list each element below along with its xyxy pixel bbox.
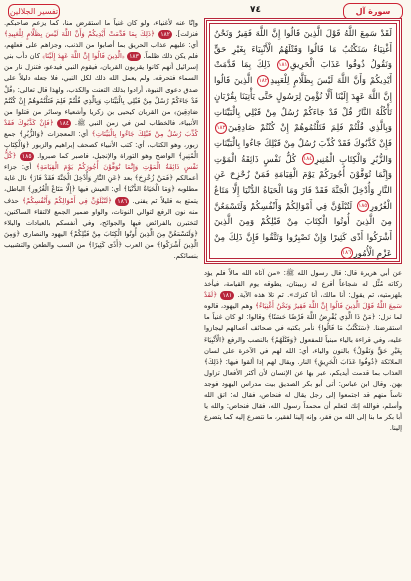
commentary-paragraph: كان دأب بني إسرائيل أنهم كانوا يقربون القربان، فيقوم النبي فيدعو، فتنزل نار من السماء فتحرقه. ولم يعمل الله ذلك لكل النبي، فلا جعله دليلاً على صدق دعوى النبوة، أرادوا بذلك التعنت والكذب، ولهذا قال تعالى: ﴿قُلْ قَدْ جَاءَكُمْ رُسُلٌ مِنْ قَبْلِي بِالْبَيِّنَاتِ وَبِالَّذِي قُلْتُمْ فَلِمَ قَتَلْتُمُوهُمْ إِنْ كُنْتُمْ صَادِقِينَ﴾ من القربان كيحيى بن زكريا وأشعياء وسائر من قتلوا من الأنبياء، فالخطاب لمن في زمن النبي ﷺ. xyxy=(4,52,198,127)
commentary-paragraph: وإنّا عنه لأغنياء، ولو كان غنياً ما استقرض منا، كما يزعم صاحبكم. فنزلت]. xyxy=(4,19,198,39)
quoted-verse: ﴿الَّذِينَ قَالُوا إِنَّ اللَّهَ عَهِدَ إِلَيْنَا﴾ xyxy=(42,52,125,61)
quran-verse-text: لَتُبْلَوُنَّ فِي أَمْوَالِكُمْ وَأَنْفُسِكُمْ وَلَتَسْمَعُنَّ مِنَ الَّذِينَ أُوتُوا الْكِتَابَ مِنْ قَبْلِكُمْ وَمِنَ الَّذِينَ أَشْرَكُوا أَذًى كَثِيرًا وَإِنْ تَصْبِرُوا وَتَتَّقُوا فَإِنَّ ذَلِكَ مِنْ عَزْمِ الْأُمُورِ xyxy=(214,201,392,259)
quoted-verse: ﴿كُلُّ نَفْسٍ ذَائِقَةُ الْمَوْتِ وَإِنَّمَا تُوَفَّوْنَ أُجُورَكُمْ يَوْمَ الْقِيَامَةِ﴾ xyxy=(4,152,198,172)
quoted-verse: ﴿ذَلِكَ بِمَا قَدَّمَتْ أَيْدِيكُمْ وَأَنَّ اللَّهَ لَيْسَ بِظَلَّامٍ لِلْعَبِيدِ﴾ xyxy=(4,30,155,39)
verse-number-marker: ١٨٥ xyxy=(20,152,34,161)
commentary-paragraph: أي: جزاء أعمالكم ﴿فَمَنْ زُحْزِحَ﴾ بعد ﴿عَنِ النَّارِ وَأُدْخِلَ الْجَنَّةَ فَقَدْ فَازَ﴾ نال غاية مطلوبه ﴿وَمَا الْحَيَاةُ الدُّنْيَا﴾ أي: العيش فيها ﴿إِلَّا مَتَاعُ الْغُرُورِ﴾ الباطل، يتمتع به قليلاً ثم يفنى. xyxy=(4,163,198,205)
ayah-number-marker: ١٨٢ xyxy=(257,75,269,87)
quran-verse-text: فَإِنْ كَذَّبُوكَ فَقَدْ كُذِّبَ رُسُلٌ مِنْ قَبْلِكَ جَاءُوا بِالْبَيِّنَاتِ وَالزُّبُرِ وَالْكِتَابِ الْمُنِيرِ xyxy=(214,138,393,165)
verse-number-marker: ١٨٣ xyxy=(127,52,141,61)
quoted-verse: ﴿فَإِنْ كَذَّبُوكَ فَقَدْ كُذِّبَ رُسُلٌ مِنْ قَبْلِكَ جَاءُوا بِالْبَيِّنَاتِ﴾ xyxy=(4,118,198,138)
page-header-label: تفسير الجلالين xyxy=(8,4,60,19)
commentary-paragraph: عن أبي هريرة قال: قال رسول الله ﷺ: «من آتاه الله مالاً فلم يؤد زكاته مُثِّل له شجاعاً أقرع له زبيبتان، يطوقه يوم القيامة، فيأخذ بلهزمتيه، ثم يقول: أنا مالك، أنا كنزك». ثم تلا هذه الآية. xyxy=(204,269,402,300)
quoted-verse: ﴿لَقَدْ سَمِعَ اللَّهُ قَوْلَ الَّذِينَ قَالُوا إِنَّ اللَّهَ فَقِيرٌ وَنَحْنُ أَغْنِيَاءُ﴾ xyxy=(204,291,402,311)
verse-number-marker: ١٨٤ xyxy=(57,119,71,128)
quran-verse-text: كُلُّ نَفْسٍ ذَائِقَةُ الْمَوْتِ وَإِنَّمَا تُوَفَّوْنَ أُجُورَكُمْ يَوْمَ الْقِيَامَةِ فَمَنْ زُحْزِحَ عَنِ النَّارِ وَأُدْخِلَ الْجَنَّةَ فَقَدْ فَازَ وَمَا الْحَيَاةُ الدُّنْيَا إِلَّا مَتَاعُ الْغُرُورِ xyxy=(214,154,393,212)
ayah-number-marker: ١٨٦ xyxy=(341,247,353,259)
quran-text-inner-frame xyxy=(209,23,397,259)
quran-verse-text: لَقَدْ سَمِعَ اللَّهُ قَوْلَ الَّذِينَ قَالُوا إِنَّ اللَّهَ فَقِيرٌ وَنَحْنُ أَغْنِيَاءُ سَنَكْتُبُ مَا قَالُوا وَقَتْلَهُمُ الْأَنْبِيَاءَ بِغَيْرِ حَقٍّ وَنَقُولُ ذُوقُوا عَذَابَ الْحَرِيقِ xyxy=(214,29,393,71)
commentary-left-column xyxy=(4,18,198,577)
ayah-number-marker: ١٨٥ xyxy=(357,200,369,212)
quran-verse-text: ذَلِكَ بِمَا قَدَّمَتْ أَيْدِيكُمْ وَأَنَّ اللَّهَ لَيْسَ بِظَلَّامٍ لِلْعَبِيدِ xyxy=(214,60,392,87)
quran-text xyxy=(214,27,392,263)
commentary-paragraph: وهم اليهود، قالوه لما نزل: ﴿مَنْ ذَا الَّذِي يُقْرِضُ اللَّهَ قَرْضًا حَسَنًا﴾ وقالوا: لو كان غنياً ما استقرضنا. ﴿سَنَكْتُبُ مَا قَالُوا﴾ نأمر بكتبه في صحائف أعمالهم ليجازوا عليه، وفي قراءة بالياء مبنياً للمفعول ﴿وَقَتْلَهُمُ﴾ بالنصب والرفع ﴿الْأَنْبِيَاءَ بِغَيْرِ حَقٍّ وَنَقُولُ﴾ بالنون والياء، أي: الله لهم في الآخرة على لسان الملائكة ﴿ذُوقُوا عَذَابَ الْحَرِيقِ﴾ النار. ويقال لهم إذا ألقوا فيها: ﴿ذَلِكَ﴾ العذاب بما قدمت أيديكم، عبر بها عن الإنسان لأن أكثر الأفعال تزاول بهن. وقال ابن عباس: أتى أبو بكر الصديق بيت مدراس اليهود فوجد ناساً منهم قد اجتمعوا إلى رجل يقال له فنحاص، فقال له: اتق الله وأسلم، فوالله إنك لتعلم أن محمداً رسول الله، فقال فنحاص: والله يا أبا بكر ما بنا إلى الله من فقر، وإنه إلينا لفقير، ما نتضرع إليه كما يتضرع إلينا. xyxy=(204,302,402,433)
commentary-paragraph: أي: عليهم عذاب الحريق بما أصابوا من الذنب، وجزاهم على فعلهم، فلم يكن ذلك ظلماً. xyxy=(4,41,198,61)
commentary-paragraph: أي: المعجزات ﴿وَالزُّبُرِ﴾ جمع زبور، وهو الكتاب، أي: كتب الأنبياء كصحف إبراهيم والزبور ﴿وَالْكِتَابِ الْمُنِيرِ﴾ الواضح وهو التوراة والإنجيل، فاصبر كما صبروا. xyxy=(4,129,198,161)
ayah-number-marker: ١٨٣ xyxy=(215,122,227,134)
commentary-right-bottom-column xyxy=(204,268,402,577)
ayah-number-marker: ١٨١ xyxy=(277,59,289,71)
verse-number-marker: ١٨٦ xyxy=(115,197,129,206)
commentary-paragraph: حذف منه نون الرفع لتوالي النونات، والواو ضمير الجمع لالتقاء الساكنين، لتختبرن بالفرائض فيها والجوائح، وفي أنفسكم بالعبادات والبلاء ﴿وَلَتَسْمَعُنَّ مِنَ الَّذِينَ أُوتُوا الْكِتَابَ مِنْ قَبْلِكُمْ﴾ اليهود والنصارى ﴿وَمِنَ الَّذِينَ أَشْرَكُوا﴾ من العرب ﴿أَذًى كَثِيرًا﴾ من السب والطعن والتشبيب بنسائكم. xyxy=(4,196,198,260)
quoted-verse: ﴿لَتُبْلَوُنَّ فِي أَمْوَالِكُمْ وَأَنْفُسِكُمْ﴾ xyxy=(22,196,112,205)
ayah-number-marker: ١٨٤ xyxy=(302,153,314,165)
page-number: ٧٤ xyxy=(250,5,261,15)
surah-title: سورة آل xyxy=(343,3,403,20)
verse-number-marker: ١٨١ xyxy=(220,291,234,300)
verse-number-marker: ١٨٢ xyxy=(158,30,172,39)
quran-verse-text: الَّذِينَ قَالُوا إِنَّ اللَّهَ عَهِدَ إِلَيْنَا أَلَّا نُؤْمِنَ لِرَسُولٍ حَتَّى يَأْتِيَنَا بِقُرْبَانٍ تَأْكُلُهُ النَّارُ قُلْ قَدْ جَاءَكُمْ رُسُلٌ مِنْ قَبْلِي بِالْبَيِّنَاتِ وَبِالَّذِي قُلْتُمْ فَلِمَ قَتَلْتُمُوهُمْ إِنْ كُنْتُمْ صَادِقِينَ xyxy=(214,76,392,134)
quran-text-frame xyxy=(204,18,402,264)
